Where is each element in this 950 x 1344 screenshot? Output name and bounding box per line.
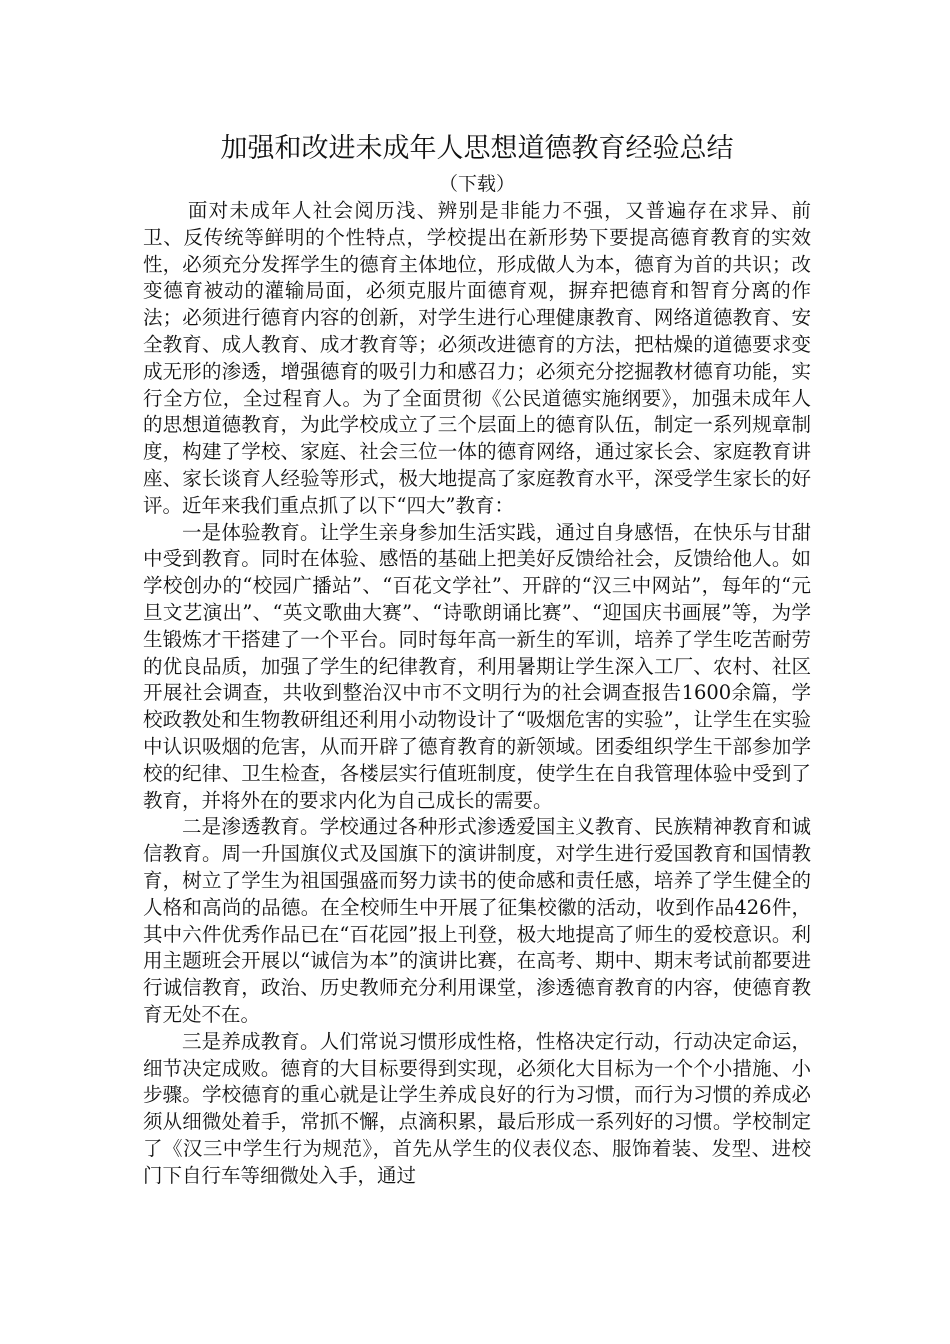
document-page xyxy=(143,128,811,1189)
paragraph-infiltration-education: 二是渗透教育。学校通过各种形式渗透爱国主义教育、民族精神教育和诚信教育。周一升国旗仪式及国旗下的演讲制度，对学生进行爱国教育和国情教育，树立了学生为祖国强盛而努力读书的使命感和责任感，培养了学生健全的人格和高尚的品德。在全校师生中开展了征集校徽的活动，收到作品426件，其中六件优秀作品已在“百花园”报上刊登，极大地提高了师生的爱校意识。利用主题班会开展以“诚信为本”的演讲比赛，在高考、期中、期末考试前都要进行诚信教育，政治、历史教师充分利用课堂，渗透德育教育的内容，使德育教育无处不在。 xyxy=(143,815,811,1026)
document-title: 加强和改进未成年人思想道德教育经验总结 xyxy=(220,133,734,164)
paragraph-intro: 面对未成年人社会阅历浅、辨别是非能力不强，又普遍存在求异、前卫、反传统等鲜明的个性特点，学校提出在新形势下要提高德育教育的实效性，必须充分发挥学生的德育主体地位，形成做人为本，德育为首的共识；改变德育被动的灌输局面，必须克服片面德育观，摒弃把德育和智育分离的作法；必须进行德育内容的创新，对学生进行心理健康教育、网络道德教育、安全教育、成人教育、成才教育等；必须改进德育的方法，把枯燥的道德要求变成无形的渗透，增强德育的吸引力和感召力；必须充分挖掘教材德育功能，实行全方位，全过程育人。为了全面贯彻《公民道德实施纲要》，加强未成年人的思想道德教育，为此学校成立了三个层面上的德育队伍，制定一系列规章制度，构建了学校、家庭、社会三位一体的德育网络，通过家长会、家庭教育讲座、家长谈育人经验等形式，极大地提高了家庭教育水平，深受学生家长的好评。近年来我们重点抓了以下“四大”教育： xyxy=(143,199,811,517)
paragraph-habit-education: 三是养成教育。人们常说习惯形成性格，性格决定行动，行动决定命运，细节决定成败。德育的大目标要得到实现，必须化大目标为一个个小措施、小步骤。学校德育的重心就是让学生养成良好的行为习惯，而行为习惯的养成必须从细微处着手，常抓不懈，点滴积累，最后形成一系列好的习惯。学校制定了《汉三中学生行为规范》，首先从学生的仪表仪态、服饰着装、发型、进校门下自行车等细微处入手，通过 xyxy=(143,1029,811,1187)
paragraph-experience-education: 一是体验教育。让学生亲身参加生活实践，通过自身感悟，在快乐与甘甜中受到教育。同时在体验、感悟的基础上把美好反馈给社会，反馈给他人。如学校创办的“校园广播站”、“百花文学社”、开辟的“汉三中网站”，每年的“元旦文艺演出”、“英文歌曲大赛”、“诗歌朗诵比赛”、“迎国庆书画展”等，为学生锻炼才干搭建了一个平台。同时每年高一新生的军训，培养了学生吃苦耐劳的优良品质，加强了学生的纪律教育，利用暑期让学生深入工厂、农村、社区开展社会调查，共收到整治汉中市不文明行为的社会调查报告1600余篇，学校政教处和生物教研组还利用小动物设计了“吸烟危害的实验”，让学生在实验中认识吸烟的危害，从而开辟了德育教育的新领域。团委组织学生干部参加学校的纪律、卫生检查，各楼层实行值班制度，使学生在自我管理体验中受到了教育，并将外在的要求内化为自己成长的需要。 xyxy=(143,520,811,812)
document-subtitle: （下载） xyxy=(438,173,515,195)
